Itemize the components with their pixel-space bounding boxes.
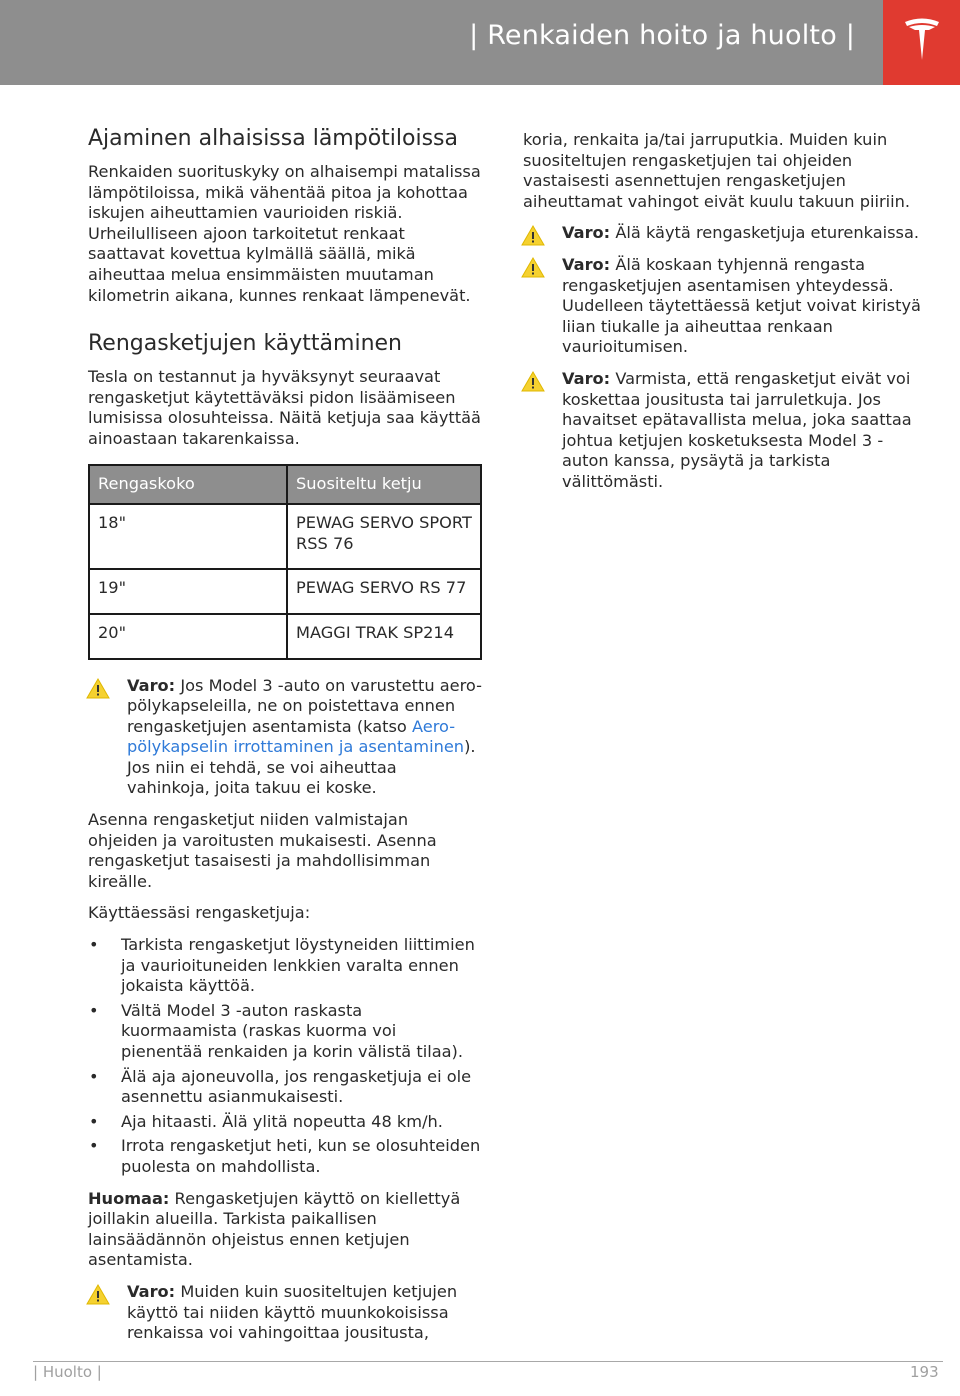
list-item: • Tarkista rengasketjut löystyneiden liittimien ja vaurioituneiden lenkkien varalta ennen jokaista käyttöä. xyxy=(89,935,475,996)
paragraph-when-using: Käyttäessäsi rengasketjuja: xyxy=(88,903,311,923)
paragraph-cold: Renkaiden suorituskyky on alhaisempi matalissa lämpötiloissa, mikä vähentää pitoa ja kohottaa iskujen aiheuttamien vaurioiden riskiä. Urheilulliseen ajoon tarkoitetut renkaat saattavat kovettua kylmällä säällä, mikä aiheuttaa melua ensimmäisten muutaman kilometrin aikana, kunnes renkaat lämpenevät. xyxy=(88,162,481,305)
warning-text: Varmista, että rengasketjut eivät voi koskettaa jousitusta tai jarruletkuja. Jos havaitset epätavallista melua, joka saattaa johtua ketjujen kosketuksesta Model 3 -auton kanssa, pysäytä ja tarkista välittömästi. xyxy=(562,368,912,491)
left-column xyxy=(88,125,482,1355)
warning-label: Varo: xyxy=(562,368,611,388)
footer-section: | Huolto | xyxy=(33,1363,102,1381)
paragraph-continued: koria, renkaita ja/tai jarruputkia. Muiden kuin suositeltujen rengasketjujen tai ohjeiden vastaisesti asennettujen rengasketjujen aiheuttamat vahingot eivät kuulu takuun piiriin. xyxy=(523,130,911,211)
list-item: • Irrota rengasketjut heti, kun se olosuhteiden puolesta on mahdollista. xyxy=(89,1136,481,1176)
note-legal xyxy=(88,1189,482,1271)
page-header xyxy=(0,0,883,85)
footer-divider xyxy=(33,1361,943,1362)
warning-label: Varo: xyxy=(562,254,611,274)
warning-icon xyxy=(86,1284,110,1305)
bullet-icon: • xyxy=(89,1136,99,1156)
list-item: • Älä aja ajoneuvolla, jos rengasketjuja ei ole asennettu asianmukaisesti. xyxy=(89,1066,472,1107)
warning-label: Varo: xyxy=(562,223,611,243)
note-label: Huomaa: xyxy=(88,1188,170,1208)
warning-nonrecommended xyxy=(88,1282,482,1344)
table-cell: MAGGI TRAK SP214 xyxy=(287,614,481,659)
page-number: 193 xyxy=(910,1363,939,1381)
section-title: | Renkaiden hoito ja huolto | xyxy=(469,20,855,51)
warning-icon xyxy=(86,678,110,699)
warning-label: Varo: xyxy=(127,675,176,695)
usage-list xyxy=(88,935,482,1178)
bullet-icon: • xyxy=(89,1066,99,1086)
list-item: • Aja hitaasti. Älä ylitä nopeutta 48 km/h. xyxy=(89,1111,443,1131)
warning-text: Jos Model 3 -auto on varustettu aero-pölykapseleilla, ne on poistettava ennen rengasketjujen asentamista (katso xyxy=(127,675,482,736)
table-header-size: Rengaskoko xyxy=(89,465,287,505)
table-row xyxy=(89,504,481,569)
warning-icon xyxy=(521,225,545,246)
bullet-icon: • xyxy=(89,1111,99,1131)
heading-cold-driving: Ajaminen alhaisissa lämpötiloissa xyxy=(88,126,458,151)
warning-front-tires xyxy=(523,223,923,244)
bullet-icon: • xyxy=(89,935,99,955)
hubcap-link[interactable]: Aero-pölykapselin irrottaminen ja asentaminen xyxy=(127,716,465,757)
warning-text-end: ). Jos niin ei tehdä, se voi aiheuttaa vahinkoja, joita takuu ei koske. xyxy=(127,737,476,798)
warning-hubcaps xyxy=(88,676,482,800)
table-cell: 18" xyxy=(89,504,287,569)
chains-table xyxy=(88,464,482,660)
note-text: Rengasketjujen käyttö on kiellettyä joillakin alueilla. Tarkista paikallisen lainsäädännön ohjeistus ennen ketjujen asentamista. xyxy=(88,1188,461,1270)
tesla-logo-icon xyxy=(903,16,941,62)
paragraph-chains-intro: Tesla on testannut ja hyväksynyt seuraavat rengasketjut käytettäväksi pidon lisäämiseen lumisissa olosuhteissa. Näitä ketjuja saa käyttää ainoastaan takarenkaissa. xyxy=(88,367,481,448)
right-column xyxy=(523,130,923,504)
warning-contact xyxy=(523,369,923,493)
table-cell: 19" xyxy=(89,569,287,614)
warning-text: Älä koskaan tyhjennä rengasta rengasketjujen asentamisen yhteydessä. Uudelleen täytettäessä ketjut voivat kiristyä liian tiukalle ja aiheuttaa renkaan vaurioitumisen. xyxy=(562,254,921,357)
warning-label: Varo: xyxy=(127,1281,176,1301)
warning-text: Älä käytä rengasketjuja eturenkaissa. xyxy=(615,223,920,243)
bullet-icon: • xyxy=(89,1000,99,1020)
table-row xyxy=(89,614,481,659)
table-row xyxy=(89,569,481,614)
warning-deflate xyxy=(523,255,923,358)
table-cell: 20" xyxy=(89,614,287,659)
heading-tire-chains: Rengasketjujen käyttäminen xyxy=(88,331,402,357)
warning-icon xyxy=(521,257,545,278)
table-cell: PEWAG SERVO RS 77 xyxy=(287,569,481,614)
warning-icon xyxy=(521,371,545,392)
paragraph-install: Asenna rengasketjut niiden valmistajan ohjeiden ja varoitusten mukaisesti. Asenna rengasketjut tasaisesti ja mahdollisimman kireälle. xyxy=(88,810,437,891)
brand-logo xyxy=(883,0,960,85)
list-item: • Vältä Model 3 -auton raskasta kuormaamista (raskas kuorma voi pienentää renkaiden ja korin välistä tilaa). xyxy=(89,1000,464,1061)
warning-text: Muiden kuin suositeltujen ketjujen käyttö tai niiden käyttö muunkokoisissa renkaissa voi vahingoittaa jousitusta, xyxy=(127,1281,458,1343)
table-header-chain: Suositeltu ketju xyxy=(287,465,481,505)
table-cell: PEWAG SERVO SPORT RSS 76 xyxy=(287,504,481,569)
